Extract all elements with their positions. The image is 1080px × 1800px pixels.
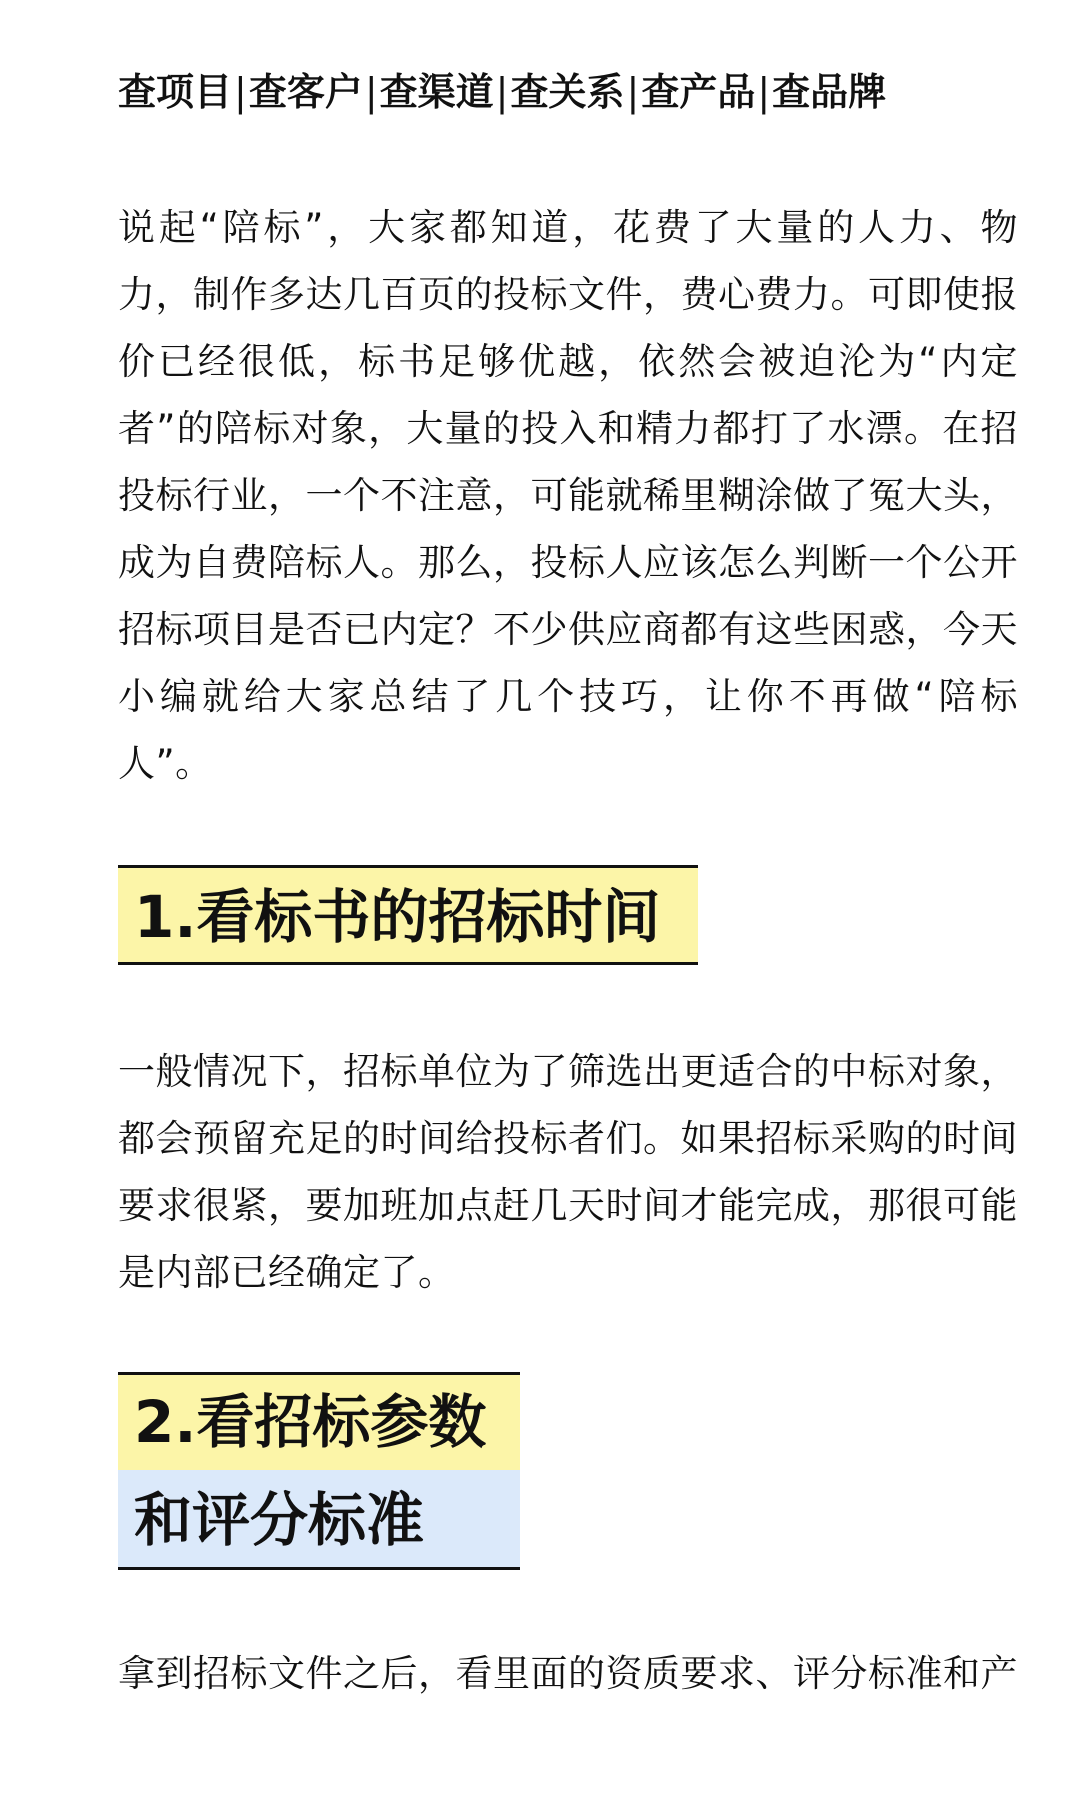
nav-separator: | (364, 70, 378, 114)
section-heading-2-line-2: 和评分标准 (134, 1486, 425, 1554)
section-heading-2-line-1: 2.看招标参数 (134, 1388, 487, 1456)
nav-separator: | (757, 70, 771, 114)
nav-item-channel[interactable]: 查渠道 (379, 70, 494, 114)
section-heading-1 (118, 865, 698, 965)
nav-item-project[interactable]: 查项目 (118, 70, 233, 114)
nav-item-client[interactable]: 查客户 (248, 70, 363, 114)
section-2-paragraph: 拿到招标文件之后，看里面的资质要求、评分标准和产 (118, 1652, 1018, 1695)
section-heading-2 (118, 1372, 520, 1570)
category-nav (118, 68, 886, 116)
nav-item-product[interactable]: 查产品 (641, 70, 756, 114)
nav-item-brand[interactable]: 查品牌 (772, 70, 887, 114)
section-1-paragraph: 一般情况下，招标单位为了筛选出更适合的中标对象，都会预留充足的时间给投标者们。如果招标采购的时间要求很紧，要加班加点赶几天时间才能完成，那很可能是内部已经确定了。 (118, 1050, 1018, 1294)
nav-separator: | (626, 70, 640, 114)
intro-paragraph: 说起“陪标”，大家都知道，花费了大量的人力、物力，制作多达几百页的投标文件，费心费力。可即使报价已经很低，标书足够优越，依然会被迫沦为“内定者”的陪标对象，大量的投入和精力都打了水漂。在招投标行业，一个不注意，可能就稀里糊涂做了冤大头，成为自费陪标人。那么，投标人应该怎么判断一个公开招标项目是否已内定？不少供应商都有这些困惑，今天小编就给大家总结了几个技巧，让你不再做“陪标人”。 (118, 206, 1018, 785)
nav-separator: | (495, 70, 509, 114)
nav-item-relation[interactable]: 查关系 (510, 70, 625, 114)
section-heading-1-text: 1.看标书的招标时间 (134, 883, 661, 951)
nav-separator: | (234, 70, 247, 114)
